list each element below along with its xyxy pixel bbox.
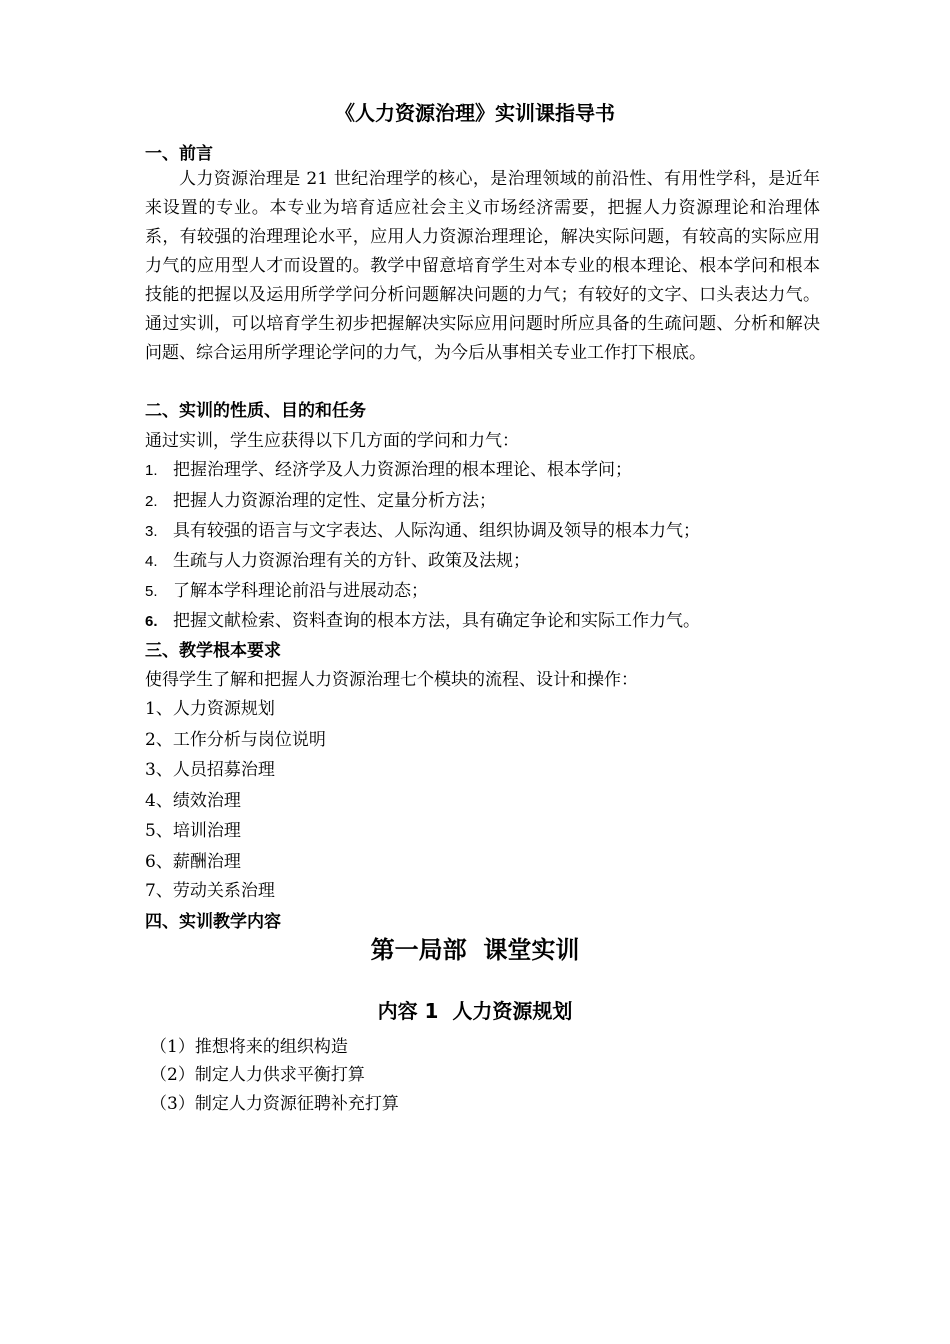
list-item-text: 把握人力资源治理的定性、定量分析方法；	[173, 491, 496, 511]
requirements-list-item: 4、绩效治理	[145, 791, 241, 811]
list-number: 6.	[145, 613, 158, 630]
part-title: 第一局部 课堂实训	[370, 936, 580, 964]
requirements-list-item: 2、工作分析与岗位说明	[145, 730, 326, 750]
list-item-text: 了解本学科理论前沿与进展动态；	[173, 581, 428, 601]
nature-list-item	[145, 576, 428, 601]
nature-list-item	[145, 486, 496, 511]
requirements-intro: 使得学生了解和把握人力资源治理七个模块的流程、设计和操作：	[145, 670, 638, 690]
requirements-list-item: 3、人员招募治理	[145, 760, 275, 780]
nature-list-item	[145, 606, 700, 631]
nature-list-item	[145, 455, 632, 480]
requirements-list-item: 1、人力资源规划	[145, 699, 275, 719]
section-heading-nature: 二、实训的性质、目的和任务	[145, 401, 366, 421]
list-number: 1.	[145, 462, 158, 479]
requirements-list-item: 5、培训治理	[145, 821, 241, 841]
nature-list-item	[145, 516, 700, 541]
section-heading-requirements: 三、教学根本要求	[145, 641, 281, 661]
section-heading-preface: 一、前言	[145, 144, 213, 164]
content-list-item: （1）推想将来的组织构造	[150, 1037, 348, 1057]
content-list-item: （2）制定人力供求平衡打算	[150, 1065, 365, 1085]
nature-intro: 通过实训，学生应获得以下几方面的学问和力气：	[145, 431, 519, 451]
list-number: 4.	[145, 553, 158, 570]
list-item-text: 把握治理学、经济学及人力资源治理的根本理论、根本学问；	[173, 460, 632, 480]
requirements-list-item: 6、薪酬治理	[145, 852, 241, 872]
list-item-text: 把握文献检索、资料查询的根本方法，具有确定争论和实际工作力气。	[173, 611, 700, 631]
list-number: 3.	[145, 523, 158, 540]
content-title: 内容 1 人力资源规划	[377, 999, 573, 1023]
content-list-item: （3）制定人力资源征聘补充打算	[150, 1094, 399, 1114]
list-number: 2.	[145, 493, 158, 510]
list-number: 5.	[145, 583, 158, 600]
list-item-text: 具有较强的语言与文字表达、人际沟通、组织协调及领导的根本力气；	[173, 521, 700, 541]
preface-paragraph: 人力资源治理是 21 世纪治理学的核心，是治理领域的前沿性、有用性学科，是近年来设置的专业。本专业为培育适应社会主义市场经济需要，把握人力资源理论和治理体系，有较强的治理理论水平，应用人力资源治理理论，解决实际问题，有较高的实际应用力气的应用型人才而设置的。教学中留意培育学生对本专业的根本理论、根本学问和根本技能的把握以及运用所学学问分析问题解决问题的力气；有较好的文字、口头表达力气。通过实训，可以培育学生初步把握解决实际应用问题时所应具备的生疏问题、分析和解决问题、综合运用所学理论学问的力气，为今后从事相关专业工作打下根底。	[145, 169, 820, 363]
list-item-text: 生疏与人力资源治理有关的方针、政策及法规；	[173, 551, 530, 571]
requirements-list-item: 7、劳动关系治理	[145, 881, 275, 901]
nature-list-item	[145, 546, 530, 571]
document-title: 《人力资源治理》实训课指导书	[335, 101, 615, 125]
section-heading-content: 四、实训教学内容	[145, 912, 281, 932]
